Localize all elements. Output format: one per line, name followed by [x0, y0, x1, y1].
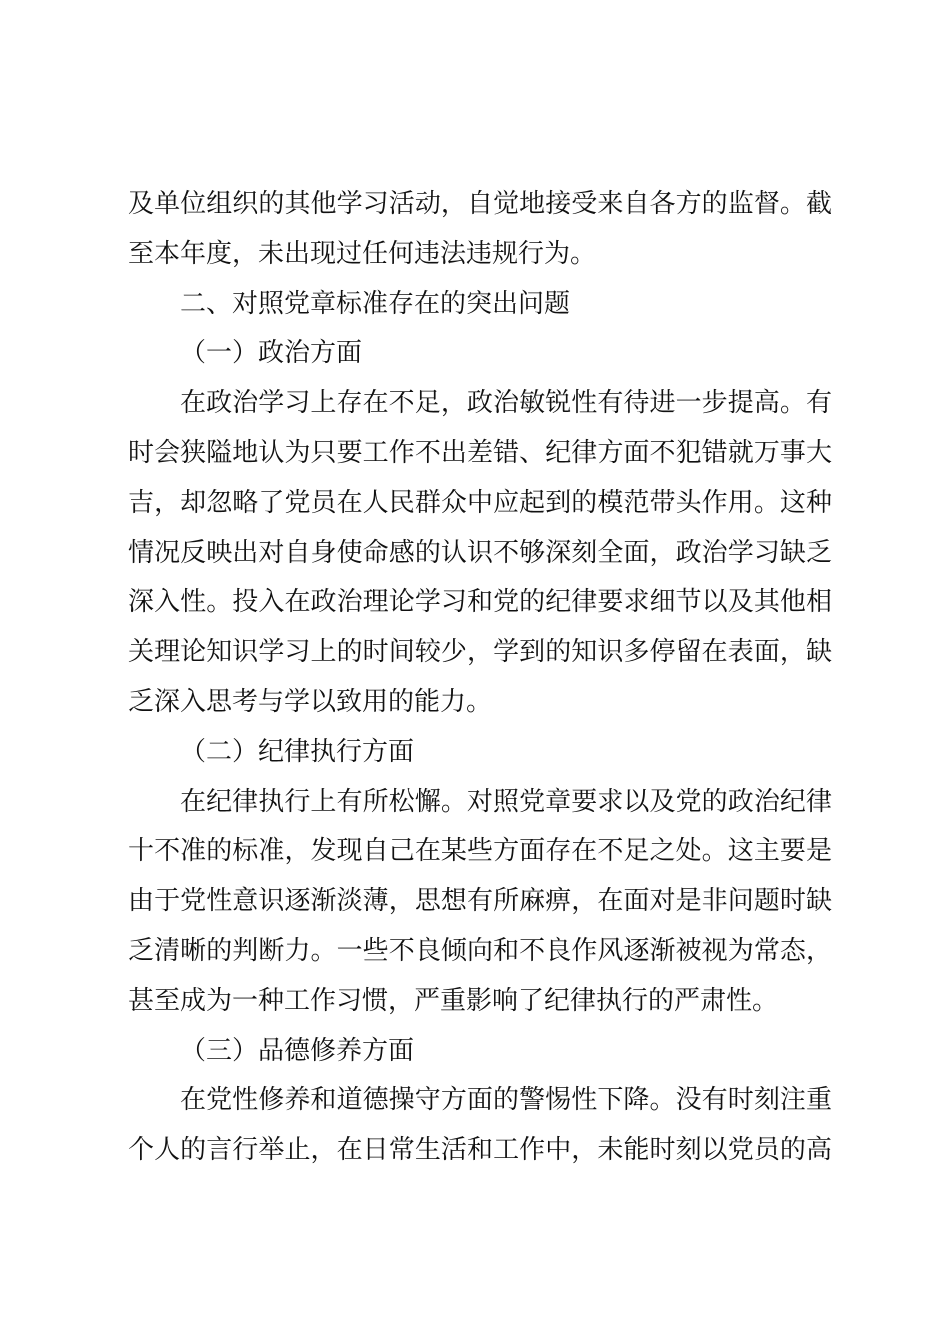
body-line: 关理论知识学习上的时间较少，学到的知识多停留在表面，缺 — [128, 637, 832, 668]
paragraph-first-line: 在政治学习上存在不足，政治敏锐性有待进一步提高。有 — [180, 388, 832, 419]
body-line: 由于党性意识逐渐淡薄，思想有所麻痹，在面对是非问题时缺 — [128, 886, 832, 917]
subsection-heading: （二）纪律执行方面 — [180, 736, 415, 767]
body-line: 时会狭隘地认为只要工作不出差错、纪律方面不犯错就万事大 — [128, 437, 832, 468]
body-line: 及单位组织的其他学习活动，自觉地接受来自各方的监督。截 — [128, 189, 832, 219]
body-line: 十不准的标准，发现自己在某些方面存在不足之处。这主要是 — [128, 836, 832, 867]
body-line: 个人的言行举止，在日常生活和工作中，未能时刻以党员的高 — [128, 1135, 832, 1166]
document-body — [128, 180, 832, 1176]
paragraph-first-line: 在党性修养和道德操守方面的警惕性下降。没有时刻注重 — [180, 1085, 832, 1116]
body-line: 吉，却忽略了党员在人民群众中应起到的模范带头作用。这种 — [128, 487, 832, 518]
body-line: 情况反映出对自身使命感的认识不够深刻全面，政治学习缺乏 — [128, 537, 832, 568]
paragraph-first-line: 在纪律执行上有所松懈。对照党章要求以及党的政治纪律 — [180, 786, 832, 817]
subsection-heading: （一）政治方面 — [180, 338, 363, 369]
body-line: 乏清晰的判断力。一些不良倾向和不良作风逐渐被视为常态， — [128, 935, 832, 966]
section-heading: 二、对照党章标准存在的突出问题 — [180, 288, 571, 319]
subsection-heading: （三）品德修养方面 — [180, 1035, 415, 1066]
body-line: 至本年度，未出现过任何违法违规行为。 — [128, 238, 597, 269]
body-line: 甚至成为一种工作习惯，严重影响了纪律执行的严肃性。 — [128, 985, 779, 1016]
body-line: 乏深入思考与学以致用的能力。 — [128, 686, 493, 717]
body-line: 深入性。投入在政治理论学习和党的纪律要求细节以及其他相 — [128, 587, 832, 618]
